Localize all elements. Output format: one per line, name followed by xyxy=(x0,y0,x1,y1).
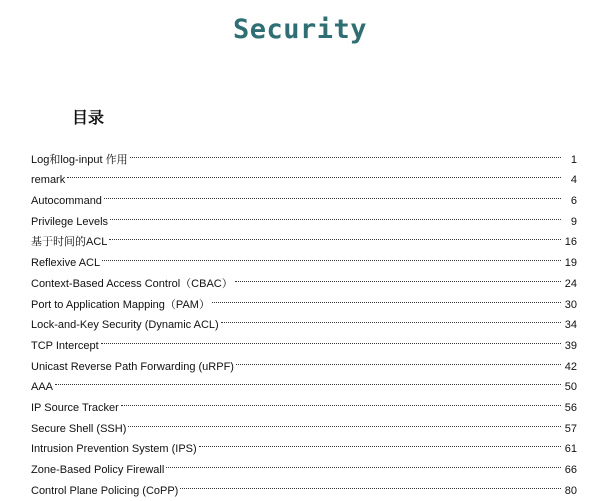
toc-entry-page: 42 xyxy=(564,360,577,373)
toc-leader-dots xyxy=(128,411,561,432)
toc-entry-time-based-acl[interactable] xyxy=(31,225,577,249)
toc-leader-dots xyxy=(104,183,561,204)
toc-entry-label: Zone-Based Policy Firewall xyxy=(31,464,165,476)
toc-leader-dots xyxy=(130,142,561,163)
toc-heading: 目录 xyxy=(72,108,105,127)
toc-entry-label: Control Plane Policing (CoPP) xyxy=(31,484,179,497)
toc-entry-page: 80 xyxy=(564,484,577,497)
toc-entry-page: 34 xyxy=(564,319,577,332)
toc-entry-page: 16 xyxy=(564,236,577,249)
toc-entry-label: IP Source Tracker xyxy=(31,401,119,414)
toc-entry-label: Log和log-input 作用 xyxy=(31,153,128,166)
toc-entry-page: 19 xyxy=(564,257,577,270)
toc-leader-dots xyxy=(236,349,561,370)
toc-leader-dots xyxy=(102,245,561,266)
toc-leader-dots xyxy=(212,287,561,308)
toc-entry-label: Reflexive ACL xyxy=(31,257,101,270)
toc-leader-dots xyxy=(110,204,561,225)
toc-entry-label: TCP Intercept xyxy=(31,339,99,352)
toc-entry-page: 9 xyxy=(570,215,577,228)
toc-leader-dots xyxy=(109,225,561,246)
toc-entry-label: Autocommand xyxy=(31,195,102,208)
toc-entry-label: Unicast Reverse Path Forwarding (uRPF) xyxy=(31,360,234,373)
toc-entry-label: AAA xyxy=(31,381,54,394)
toc-entry-page: 39 xyxy=(564,339,577,352)
document-title: Security xyxy=(232,14,368,45)
toc-entry-privilege-levels[interactable] xyxy=(31,204,577,228)
toc-entry-page: 1 xyxy=(570,153,577,166)
toc-leader-dots xyxy=(180,473,561,494)
toc-entry-tcp-intercept[interactable] xyxy=(31,328,577,352)
toc-entry-page: 6 xyxy=(570,195,577,208)
toc-entry-label: Port to Application Mapping（PAM） xyxy=(31,298,210,311)
toc-entry-reflexive-acl[interactable] xyxy=(31,245,577,270)
toc-entry-log-input[interactable] xyxy=(31,142,577,166)
toc-entry-page: 66 xyxy=(564,464,577,476)
toc-leader-dots xyxy=(166,452,561,473)
toc-entry-urpf[interactable] xyxy=(31,349,577,373)
toc-entry-page: 24 xyxy=(564,277,577,290)
toc-entry-ip-source-tracker[interactable] xyxy=(31,390,577,414)
toc-entry-label: remark xyxy=(31,174,66,187)
toc-entry-label: Lock-and-Key Security (Dynamic ACL) xyxy=(31,319,219,332)
toc-entry-label: Context-Based Access Control（CBAC） xyxy=(31,277,233,290)
toc-entry-page: 61 xyxy=(564,443,577,456)
toc-entry-aaa[interactable] xyxy=(31,370,577,394)
toc-leader-dots xyxy=(221,308,561,329)
toc-entry-autocommand[interactable] xyxy=(31,183,577,208)
toc-entry-page: 4 xyxy=(570,174,577,187)
toc-entry-remark[interactable] xyxy=(31,163,577,187)
toc-entry-label: Privilege Levels xyxy=(31,215,109,228)
toc-leader-dots xyxy=(121,390,561,411)
toc-entry-page: 50 xyxy=(564,381,577,394)
toc-leader-dots xyxy=(55,370,561,391)
toc-leader-dots xyxy=(101,328,561,349)
toc-leader-dots xyxy=(67,163,561,184)
toc-leader-dots xyxy=(199,432,561,453)
toc-entry-cbac[interactable] xyxy=(31,266,577,290)
toc-entry-page: 30 xyxy=(564,298,577,311)
table-of-contents xyxy=(31,142,577,497)
toc-entry-page: 56 xyxy=(564,401,577,414)
toc-entry-label: 基于时间的ACL xyxy=(31,236,108,249)
toc-leader-dots xyxy=(235,266,561,287)
toc-entry-page: 57 xyxy=(564,422,577,435)
toc-entry-label: Secure Shell (SSH) xyxy=(31,422,127,435)
toc-entry-label: Intrusion Prevention System (IPS) xyxy=(31,443,197,456)
